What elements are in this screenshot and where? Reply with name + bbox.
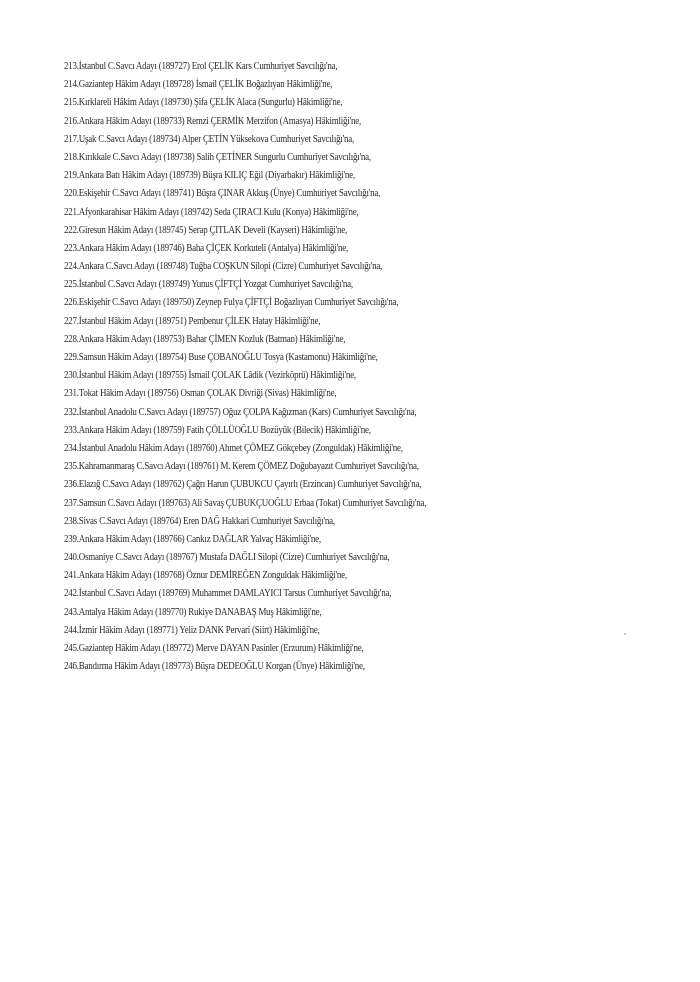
entry-number: 236.	[64, 479, 79, 491]
entry-text: İstanbul Hâkim Adayı (189751) Pembenur ÇİLEK Hatay Hâkimliği'ne,	[78, 315, 321, 327]
entry-text: Antalya Hâkim Adayı (189770) Rukiye DANABAŞ Muş Hâkimliği'ne,	[78, 606, 322, 618]
list-item	[64, 349, 580, 367]
entry-text: Kahramanmaraş C.Savcı Adayı (189761) M. Kerem ÇÖMEZ Doğubayazıt Cumhuriyet Savcılığı'na,	[78, 461, 419, 473]
list-item	[64, 440, 580, 458]
list-item	[64, 513, 580, 531]
list-item	[64, 131, 580, 149]
scan-speck	[624, 633, 626, 635]
list-item	[64, 113, 580, 131]
entry-text: Eskişehir C.Savcı Adayı (189750) Zeynep Fulya ÇİFTÇİ Boğazlıyan Cumhuriyet Savcılığı'na,	[78, 297, 399, 309]
entry-text: Giresun Hâkim Adayı (189745) Serap ÇITLAK Develi (Kayseri) Hâkimliği'ne,	[78, 224, 348, 236]
list-item	[64, 276, 580, 294]
list-item	[64, 640, 580, 658]
entry-number: 225.	[64, 279, 79, 291]
entry-text: Ankara Hâkim Adayı (189746) Baha ÇİÇEK Korkuteli (Antalya) Hâkimliği'ne,	[78, 242, 349, 254]
list-item	[64, 204, 580, 222]
entry-number: 242.	[64, 588, 79, 600]
entry-text: İstanbul Anadolu C.Savcı Adayı (189757) Oğuz ÇOLPA Kağızman (Kars) Cumhuriyet Savcılığı'na,	[78, 406, 417, 418]
appointment-list	[64, 58, 664, 676]
entry-text: İstanbul Hâkim Adayı (189755) İsmail ÇOLAK Lâdik (Vezirköprü) Hâkimliği'ne,	[78, 370, 356, 382]
list-item	[64, 94, 580, 112]
entry-number: 240.	[64, 552, 79, 564]
entry-text: Afyonkarahisar Hâkim Adayı (189742) Seda ÇIRACI Kulu (Konya) Hâkimliği'ne,	[78, 206, 359, 218]
entry-text: Uşak C.Savcı Adayı (189734) Alper ÇETİN Yüksekova Cumhuriyet Savcılığı'na,	[78, 133, 355, 145]
list-item	[64, 367, 580, 385]
entry-text: Kırıkkale C.Savcı Adayı (189738) Salih ÇETİNER Sungurlu Cumhuriyet Savcılığı'na,	[78, 151, 371, 163]
list-item	[64, 240, 580, 258]
entry-number: 233.	[64, 424, 79, 436]
list-item	[64, 222, 580, 240]
list-item	[64, 258, 580, 276]
entry-number: 226.	[64, 297, 79, 309]
entry-number: 228.	[64, 333, 79, 345]
list-item	[64, 495, 580, 513]
entry-text: Samsun Hâkim Adayı (189754) Buse ÇOBANOĞLU Tosya (Kastamonu) Hâkimliği'ne,	[78, 352, 378, 363]
entry-text: Elazığ C.Savcı Adayı (189762) Çağrı Harun ÇUBUKCU Çayırlı (Erzincan) Cumhuriyet Savcılığı'na,	[78, 479, 422, 491]
entry-text: İstanbul Anadolu Hâkim Adayı (189760) Ahmet ÇÖMEZ Gökçebey (Zonguldak) Hâkimliği'ne,	[78, 442, 403, 454]
list-item	[64, 622, 580, 640]
entry-number: 243.	[64, 606, 79, 618]
entry-number: 235.	[64, 461, 79, 473]
entry-text: Ankara Hâkim Adayı (189759) Fatih ÇÖLLÜOĞLU Bozüyük (Bilecik) Hâkimliği'ne,	[78, 424, 371, 436]
list-item	[64, 58, 580, 76]
entry-number: 227.	[64, 315, 79, 327]
list-item	[64, 331, 580, 349]
entry-number: 230.	[64, 370, 79, 382]
entry-text: Gaziantep Hâkim Adayı (189772) Merve DAYAN Pasinler (Erzurum) Hâkimliği'ne,	[78, 643, 364, 654]
list-item	[64, 76, 580, 94]
entry-text: Eskişehir C.Savcı Adayı (189741) Büşra ÇINAR Akkuş (Ünye) Cumhuriyet Savcılığı'na,	[78, 188, 381, 200]
entry-number: 239.	[64, 533, 79, 545]
list-item	[64, 476, 580, 494]
entry-number: 222.	[64, 224, 79, 236]
entry-number: 218.	[64, 151, 79, 163]
list-item	[64, 585, 580, 603]
list-item	[64, 313, 580, 331]
entry-number: 220.	[64, 188, 79, 200]
list-item	[64, 422, 580, 440]
entry-text: İstanbul C.Savcı Adayı (189727) Erol ÇELİK Kars Cumhuriyet Savcılığı'na,	[78, 61, 338, 72]
entry-number: 241.	[64, 570, 79, 582]
list-item	[64, 185, 580, 203]
entry-text: Bandırma Hâkim Adayı (189773) Büşra DEDEOĞLU Korgan (Ünye) Hâkimliği'ne,	[78, 661, 365, 673]
entry-text: Ankara Hâkim Adayı (189733) Remzi ÇERMİK Merzifon (Amasya) Hâkimliği'ne,	[78, 115, 361, 127]
entry-number: 244.	[64, 624, 79, 636]
entry-text: Sivas C.Savcı Adayı (189764) Eren DAĞ Hakkari Cumhuriyet Savcılığı'na,	[78, 515, 335, 527]
entry-number: 231.	[64, 388, 79, 400]
list-item	[64, 531, 580, 549]
entry-text: İstanbul C.Savcı Adayı (189769) Muhammet DAMLAYICI Tarsus Cumhuriyet Savcılığı'na,	[78, 588, 392, 600]
entry-text: Tokat Hâkim Adayı (189756) Osman ÇOLAK Divriği (Sivas) Hâkimliği'ne,	[78, 388, 337, 400]
entry-number: 224.	[64, 261, 79, 273]
entry-text: Samsun C.Savcı Adayı (189763) Ali Savaş ÇUBUKÇUOĞLU Erbaa (Tokat) Cumhuriyet Savcılığı'na,	[78, 497, 427, 509]
entry-number: 234.	[64, 442, 79, 454]
entry-text: Ankara C.Savcı Adayı (189748) Tuğba COŞKUN Silopi (Cizre) Cumhuriyet Savcılığı'na,	[78, 261, 383, 273]
entry-text: Ankara Hâkim Adayı (189753) Bahar ÇİMEN Kozluk (Batman) Hâkimliği'ne,	[78, 333, 346, 345]
entry-number: 232.	[64, 406, 79, 418]
entry-number: 223.	[64, 242, 79, 254]
list-item	[64, 604, 580, 622]
entry-number: 217.	[64, 133, 79, 145]
entry-text: Ankara Hâkim Adayı (189766) Cankız DAĞLAR Yalvaç Hâkimliği'ne,	[78, 533, 321, 545]
entry-text: Kırklareli Hâkim Adayı (189730) Şifa ÇELİK Alaca (Sungurlu) Hâkimliği'ne,	[78, 97, 343, 109]
entry-text: İstanbul C.Savcı Adayı (189749) Yunus ÇİFTÇİ Yozgat Cumhuriyet Savcılığı'na,	[78, 279, 353, 291]
entry-text: Gaziantep Hâkim Adayı (189728) İsmail ÇELİK Boğazlıyan Hâkimliği'ne,	[78, 79, 333, 91]
list-item	[64, 404, 580, 422]
entry-number: 216.	[64, 115, 79, 127]
entry-number: 221.	[64, 206, 79, 218]
list-item	[64, 549, 580, 567]
list-item	[64, 658, 580, 676]
list-item	[64, 458, 580, 476]
entry-number: 245.	[64, 643, 79, 654]
list-item	[64, 149, 580, 167]
list-item	[64, 385, 580, 403]
entry-number: 246.	[64, 661, 79, 673]
entry-number: 215.	[64, 97, 79, 109]
entry-text: Ankara Batı Hâkim Adayı (189739) Büşra KILIÇ Eğil (Diyarbakır) Hâkimliği'ne,	[78, 170, 355, 182]
entry-text: Ankara Hâkim Adayı (189768) Öznur DEMİREĞEN Zonguldak Hâkimliği'ne,	[78, 570, 347, 582]
entry-number: 213.	[64, 61, 79, 72]
entry-number: 214.	[64, 79, 79, 91]
list-item	[64, 294, 580, 312]
entry-text: Osmaniye C.Savcı Adayı (189767) Mustafa DAĞLI Silopi (Cizre) Cumhuriyet Savcılığı'na,	[78, 552, 390, 564]
list-item	[64, 167, 580, 185]
entry-number: 238.	[64, 515, 79, 527]
entry-number: 229.	[64, 352, 79, 363]
entry-number: 237.	[64, 497, 79, 509]
list-item	[64, 567, 580, 585]
entry-text: İzmir Hâkim Adayı (189771) Yeliz DANK Pervari (Siirt) Hâkimliği'ne,	[78, 624, 320, 636]
entry-number: 219.	[64, 170, 79, 182]
